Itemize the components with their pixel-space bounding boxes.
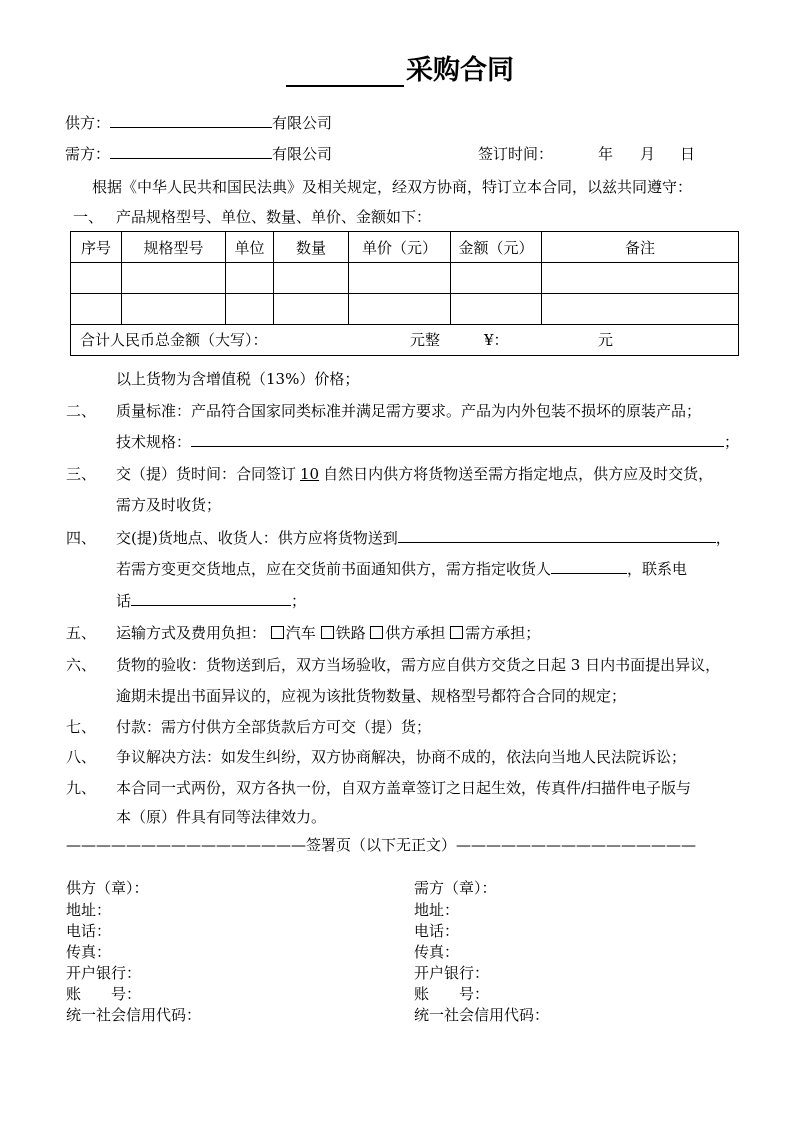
table-cell[interactable] [122,263,226,294]
supplier-suffix: 有限公司 [272,114,333,132]
header-cell: 单位 [226,232,274,263]
intro-text: 根据《中华人民共和国民法典》及相关规定，经双方协商，特订立本合同，以兹共同遵守： [92,178,693,196]
contract-title: 采购合同 [0,48,800,87]
buyer-sign-item: 账 号： [414,985,490,1003]
table-cell[interactable] [451,294,542,325]
supplier-sign-item: 开户银行： [66,964,142,982]
delivery-address-blank[interactable] [398,527,716,543]
table-cell[interactable] [349,294,451,325]
supplier-sign-item: 传真： [66,943,112,961]
yuan-label: 元 [598,331,614,349]
header-cell: 序号 [71,232,122,263]
table-cell[interactable] [226,294,274,325]
supplier-name-blank[interactable] [110,112,272,128]
sign-date-label: 签订时间： [478,145,554,163]
section-4-number: 四、 [66,529,97,547]
sign-month: 月 [640,145,656,163]
signature-divider: ————————————————签署页（以下无正文）———————————————— [66,836,697,854]
supplier-sign-item: 供方（章）： [66,879,149,897]
table-cell[interactable] [71,263,122,294]
supplier-label: 供方： [65,114,111,132]
buyer-sign-item: 开户银行： [414,964,490,982]
checkbox-truck[interactable] [271,626,284,639]
table-cell[interactable] [226,263,274,294]
table-cell[interactable] [122,294,226,325]
section-8-text: 争议解决方法：如发生纠纷，双方协商解决，协商不成的，依法向当地人民法院诉讼； [116,748,687,766]
section-9-number: 九、 [66,779,97,797]
section-3-text: 交（提）货时间：合同签订 10 自然日内供方将货物送至需方指定地点，供方应及时交货， [116,465,714,483]
section-1-text: 产品规格型号、单位、数量、单价、金额如下： [116,208,432,226]
supplier-sign-item: 账 号： [66,985,142,1003]
header-cell: 数量 [274,232,349,263]
section-6-line1: 货物的验收：货物送到后，双方当场验收，需方应自供方交货之日起 3 日内书面提出异议， [116,656,721,674]
section-5-number: 五、 [66,624,97,642]
section-5-text: 运输方式及费用负担： 汽车 铁路 供方承担 需方承担； [116,624,541,642]
supplier-line [65,112,332,133]
section-1-number: 一、 [73,208,104,226]
section-2-text: 质量标准：产品符合国家同类标准并满足需方要求。产品为内外包装不损坏的原装产品； [116,402,702,420]
buyer-sign-item: 统一社会信用代码： [414,1006,550,1024]
total-cell [71,325,739,356]
buyer-sign-item: 电话： [414,922,460,940]
yen-label: ¥： [484,331,509,349]
header-cell: 规格型号 [122,232,226,263]
checkbox-supplier-pays[interactable] [370,626,383,639]
section-9-line2: 本（原）件具有同等法律效力。 [116,808,327,826]
total-unit: 元整 [410,331,441,349]
sign-year: 年 [598,145,614,163]
table-header-row [71,232,739,263]
section-6-number: 六、 [66,656,97,674]
tech-spec-line: 技术规格： ； [116,433,740,451]
delivery-days: 10 [300,465,320,483]
supplier-sign-item: 统一社会信用代码： [66,1006,202,1024]
section-4-text: 交(提)货地点、收货人：供方应将货物送到 ， [116,529,731,547]
buyer-suffix: 有限公司 [272,145,333,163]
table-cell[interactable] [274,294,349,325]
table-row [71,294,739,325]
table-cell[interactable] [451,263,542,294]
section-4-line2: 若需方变更交货地点，应在交货前书面通知供方，需方指定收货人 ，联系电 [116,560,688,578]
title-blank[interactable] [286,59,404,87]
phone-blank[interactable] [131,590,291,606]
table-row [71,263,739,294]
product-table [70,231,739,356]
section-4-line3: 话 ； [116,592,307,610]
supplier-sign-item: 地址： [66,901,112,919]
total-label: 合计人民币总金额（大写）： [80,331,268,349]
checkbox-buyer-pays[interactable] [450,626,463,639]
buyer-line [65,143,332,164]
buyer-sign-item: 需方（章）： [414,879,497,897]
buyer-label: 需方： [65,145,111,163]
tech-spec-blank[interactable] [191,431,724,447]
header-cell: 备注 [542,232,739,263]
supplier-sign-item: 电话： [66,922,112,940]
consignee-blank[interactable] [551,558,627,574]
sign-day: 日 [680,145,696,163]
section-9-line1: 本合同一式两份，双方各执一份，自双方盖章签订之日起生效，传真件/扫描件电子版与 [116,779,692,797]
buyer-name-blank[interactable] [110,143,272,159]
header-cell: 金额（元） [451,232,542,263]
section-6-line2: 逾期未提出书面异议的，应视为该批货物数量、规格型号都符合合同的规定； [116,687,627,705]
table-cell[interactable] [274,263,349,294]
table-total-row [71,325,739,356]
buyer-sign-item: 传真： [414,943,460,961]
section-7-number: 七、 [66,718,97,736]
tech-spec-label: 技术规格： [116,433,192,451]
table-cell[interactable] [542,263,739,294]
table-cell[interactable] [349,263,451,294]
tax-note: 以上货物为含增值税（13%）价格； [116,370,360,388]
section-3-number: 三、 [66,465,97,483]
section-8-number: 八、 [66,748,97,766]
buyer-sign-item: 地址： [414,901,460,919]
section-2-number: 二、 [66,402,97,420]
header-cell: 单价（元） [349,232,451,263]
table-cell[interactable] [542,294,739,325]
section-3-line2: 需方及时收货； [116,496,222,514]
checkbox-rail[interactable] [321,626,334,639]
section-7-text: 付款：需方付供方全部货款后方可交（提）货； [116,718,432,736]
table-cell[interactable] [71,294,122,325]
